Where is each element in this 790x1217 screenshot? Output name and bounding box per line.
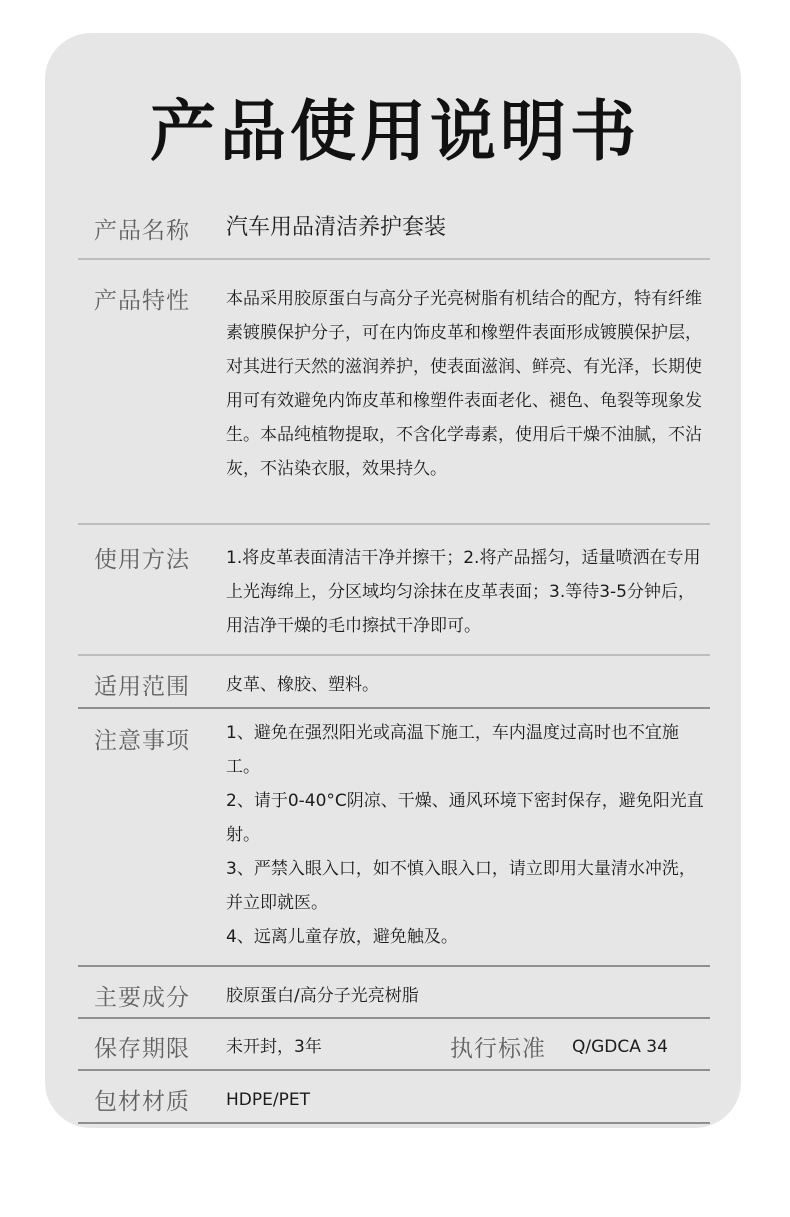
- value-main-ingredients: 胶原蛋白/高分子光亮树脂: [226, 986, 419, 1006]
- label-product-name: 产品名称: [94, 218, 190, 244]
- value-usage-method: 1.将皮革表面清洁干净并擦干；2.将产品摇匀，适量喷洒在专用上光海绵上，分区域均匀涂抹在皮革表面；3.等待3-5分钟后，用洁净干燥的毛巾擦拭干净即可。: [226, 548, 701, 636]
- value-shelf-life: 未开封，3年: [226, 1037, 322, 1057]
- label-product-features: 产品特性: [94, 288, 190, 314]
- divider: [78, 1069, 710, 1071]
- divider: [78, 1017, 710, 1019]
- precaution-item: 3、严禁入眼入口，如不慎入眼入口，请立即用大量清水冲洗，并立即就医。: [226, 859, 696, 913]
- value-applicable-scope: 皮革、橡胶、塑料。: [226, 675, 379, 695]
- precaution-item: 4、远离儿童存放，避免触及。: [226, 927, 458, 947]
- value-packaging-material: HDPE/PET: [226, 1090, 310, 1110]
- divider: [78, 965, 710, 967]
- precaution-item: 2、请于0-40°C阴凉、干燥、通风环境下密封保存，避免阳光直射。: [226, 791, 704, 845]
- label-precautions: 注意事项: [94, 728, 190, 754]
- value-product-name: 汽车用品清洁养护套装: [226, 215, 447, 240]
- label-main-ingredients: 主要成分: [94, 985, 190, 1011]
- label-executive-standard: 执行标准: [450, 1036, 546, 1062]
- value-product-features: 本品采用胶原蛋白与高分子光亮树脂有机结合的配方，特有纤维素镀膜保护分子，可在内饰皮革和橡塑件表面形成镀膜保护层，对其进行天然的滋润养护，使表面滋润、鲜亮、有光泽，长期使用可有效避免内饰皮革和橡塑件表面老化、褪色、龟裂等现象发生。本品纯植物提取，不含化学毒素，使用后干燥不油腻，不沾灰，不沾染衣服，效果持久。: [226, 289, 702, 479]
- divider: [78, 707, 710, 709]
- value-executive-standard: Q/GDCA 34: [572, 1037, 668, 1057]
- label-shelf-life: 保存期限: [94, 1036, 190, 1062]
- label-usage-method: 使用方法: [94, 547, 190, 573]
- label-applicable-scope: 适用范围: [94, 674, 190, 700]
- divider: [78, 1122, 710, 1124]
- label-packaging-material: 包材材质: [94, 1089, 190, 1115]
- divider: [78, 523, 710, 525]
- divider: [78, 258, 710, 260]
- page-title: 产品使用说明书: [150, 93, 640, 170]
- divider: [78, 654, 710, 656]
- value-precautions: [226, 716, 704, 954]
- precaution-item: 1、避免在强烈阳光或高温下施工，车内温度过高时也不宜施工。: [226, 723, 679, 777]
